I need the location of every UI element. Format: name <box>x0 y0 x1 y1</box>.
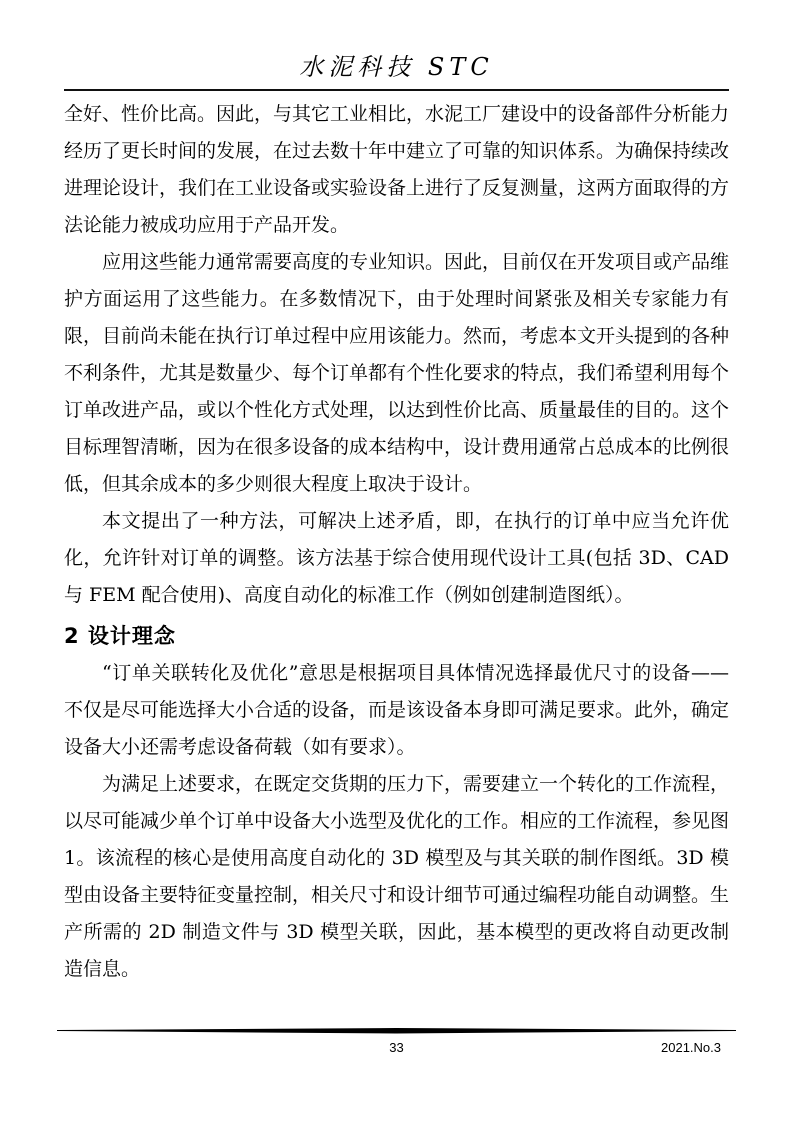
page-header <box>64 52 729 91</box>
section-heading: 2 设计理念 <box>64 624 176 648</box>
journal-title: 水泥科技 STC <box>299 53 494 81</box>
page-number: 33 <box>389 1040 404 1055</box>
paragraph: 本文提出了一种方法，可解决上述矛盾，即，在执行的订单中应当允许优化，允许针对订单的调整。该方法基于综合使用现代设计工具(包括 3D、CAD 与 FEM 配合使用)、高度自动化的标准工作（例如创建制造图纸）。 <box>64 510 729 606</box>
issue-number: 2021.No.3 <box>661 1040 721 1055</box>
article-body <box>64 96 729 988</box>
page-footer <box>64 1039 729 1057</box>
paragraph: “订单关联转化及优化”意思是根据项目具体情况选择最优尺寸的设备——不仅是尽可能选择大小合适的设备，而是该设备本身即可满足要求。此外，确定设备大小还需考虑设备荷载（如有要求）。 <box>64 662 730 758</box>
paragraph: 应用这些能力通常需要高度的专业知识。因此，目前仅在开发项目或产品维护方面运用了这些能力。在多数情况下，由于处理时间紧张及相关专家能力有限，目前尚未能在执行订单过程中应用该能力。然而，考虑本文开头提到的各种不利条件，尤其是数量少、每个订单都有个性化要求的特点，我们希望利用每个订单改进产品，或以个性化方式处理，以达到性价比高、质量最佳的目的。这个目标理智清晰，因为在很多设备的成本结构中，设计费用通常占总成本的比例很低，但其余成本的多少则很大程度上取决于设计。 <box>64 251 730 495</box>
paragraph: 全好、性价比高。因此，与其它工业相比，水泥工厂建设中的设备部件分析能力经历了更长时间的发展，在过去数十年中建立了可靠的知识体系。为确保持续改进理论设计，我们在工业设备或实验设备上进行了反复测量，这两方面取得的方法论能力被成功应用于产品开发。 <box>64 103 730 236</box>
paragraph: 为满足上述要求，在既定交货期的压力下，需要建立一个转化的工作流程，以尽可能减少单个订单中设备大小选型及优化的工作。相应的工作流程，参见图 1。该流程的核心是使用高度自动化的 3D 模型及与其关联的制作图纸。3D 模型由设备主要特征变量控制，相关尺寸和设计细节可通过编程功能自动调整。生产所需的 2D 制造文件与 3D 模型关联，因此，基本模型的更改将自动更改制造信息。 <box>64 773 730 980</box>
footer-rule <box>57 1028 736 1034</box>
